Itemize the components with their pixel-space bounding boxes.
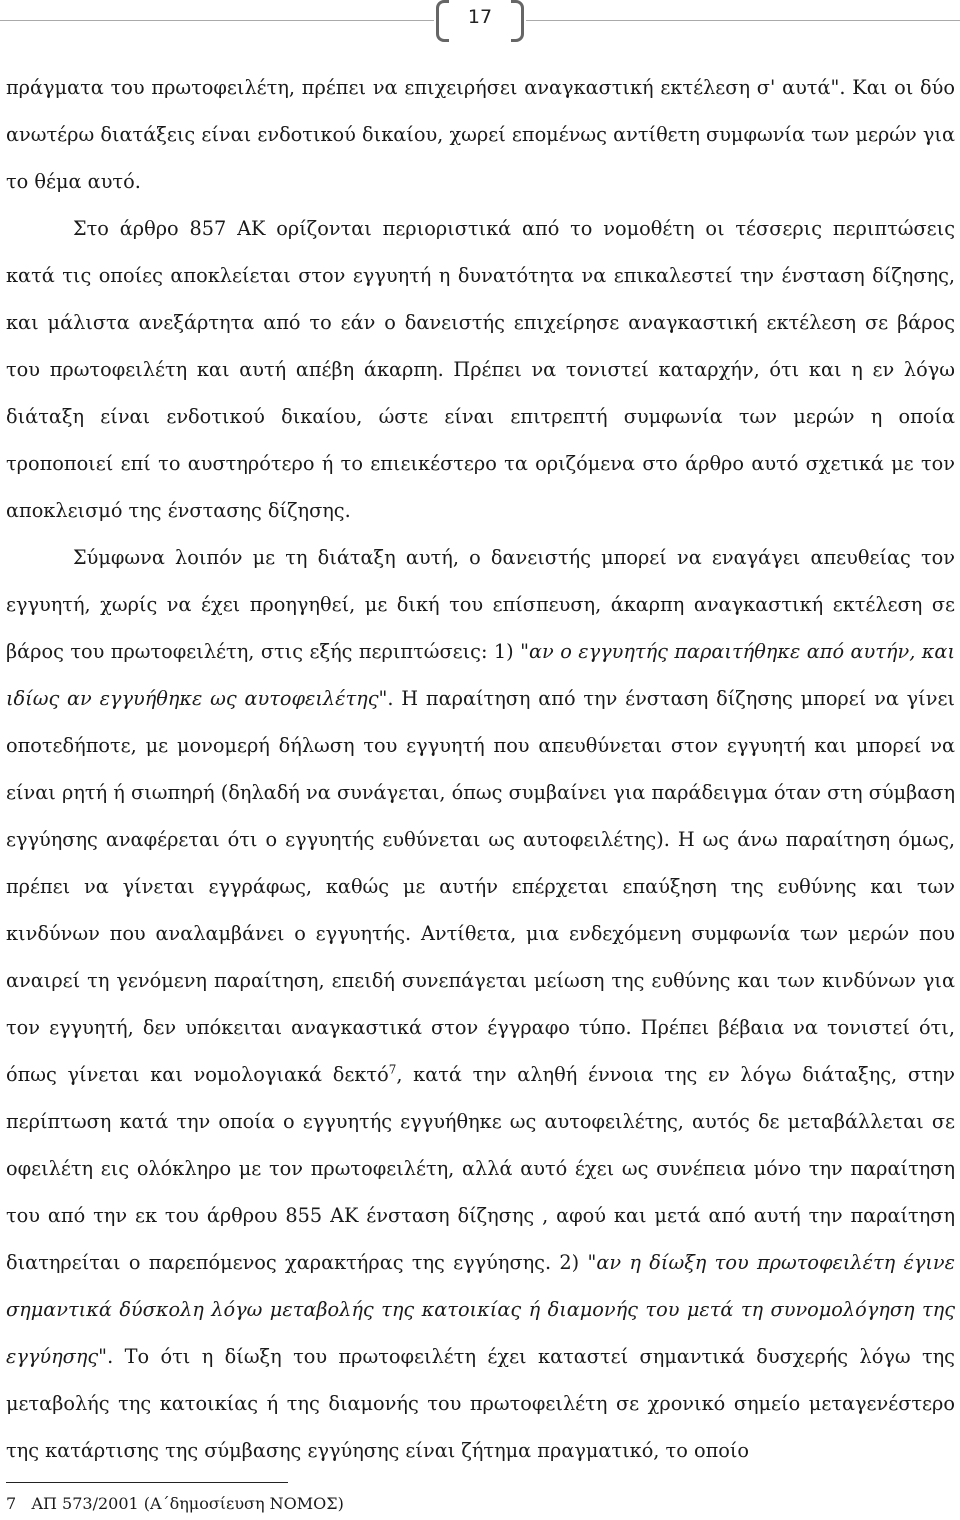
paragraph-0-text: πράγματα του πρωτοφειλέτη, πρέπει να επιχειρήσει αναγκαστική εκτέλεση σ' αυτά". Και οι δύο ανωτέρω διατάξεις είναι ενδοτικού δικαίου, χωρεί επομένως αντίθετη συμφωνία των μερών για το θέμα αυτό.	[6, 76, 955, 193]
paragraph-2-text-c: , κατά την αληθή έννοια της εν λόγω διάταξης, στην περίπτωση κατά την οποία ο εγγυητής εγγυήθηκε ως αυτοφειλέτης, αυτός δε μεταβάλλεται σε οφειλέτη εις ολόκληρο με τον πρωτοφειλέτη, αλλά αυτό έχει ως συνέπεια μόνο την παραίτηση του από την εκ του άρθρου 855 ΑΚ ένσταση δίζησης , αφού και μετά από αυτή την παραίτηση διατηρείται ο παρεπόμενος χαρακτήρας της εγγύησης. 2)	[6, 1063, 955, 1274]
footnote	[6, 1494, 344, 1514]
footnote-number: 7	[6, 1494, 17, 1513]
header-rule-left	[0, 20, 434, 21]
paragraph-1	[6, 205, 955, 534]
page-number-box	[436, 0, 524, 40]
paragraph-2	[6, 534, 955, 1474]
right-brace-icon	[511, 0, 524, 42]
header-rule-right	[526, 20, 960, 21]
paragraph-2-text-b: . Η παραίτηση από την ένσταση δίζησης μπορεί να γίνει οποτεδήποτε, με μονομερή δήλωση του εγγυητή που απευθύνεται στον εγγυητή και μπορεί να είναι ρητή ή σιωπηρή (δηλαδή να συνάγεται, όπως συμβαίνει για παράδειγμα όταν στη σύμβαση εγγύησης αναφέρεται ότι ο εγγυητής ευθύνεται ως αυτοφειλέτης). Η ως άνω παραίτηση όμως, πρέπει να γίνεται εγγράφως, καθώς με αυτήν επέρχεται επαύξηση της ευθύνης και των κινδύνων που αναλαμβάνει ο εγγυητής. Αντίθετα, μια ενδεχόμενη συμφωνία των μερών που αναιρεί τη γενόμενη παραίτηση, επειδή συνεπάγεται μείωση της ευθύνης και των κινδύνων για τον εγγυητή, δεν υπόκειται αναγκαστικά στον έγγραφο τύπο. Πρέπει βέβαια να τονιστεί ότι, όπως γίνεται και νομολογιακά δεκτό	[6, 687, 955, 1086]
paragraph-2-text-d: . Το ότι η δίωξη του πρωτοφειλέτη έχει καταστεί σημαντικά δυσχερής λόγω της μεταβολής της κατοικίας ή της διαμονής του πρωτοφειλέτη σε χρονικό σημείο μεταγενέστερο της κατάρτισης της σύμβασης εγγύησης είναι ζήτημα πραγματικό, το οποίο	[6, 1345, 955, 1462]
footnote-divider	[6, 1482, 288, 1483]
page-number: 17	[467, 6, 493, 28]
paragraph-1-text: Στο άρθρο 857 ΑΚ ορίζονται περιοριστικά από το νομοθέτη οι τέσσερις περιπτώσεις κατά τις οποίες αποκλείεται στον εγγυητή η δυνατότητα να επικαλεστεί την ένσταση δίζησης, και μάλιστα ανεξάρτητα από το εάν ο δανειστής επιχείρησε αναγκαστική εκτέλεση σε βάρος του πρωτοφειλέτη και αυτή απέβη άκαρπη. Πρέπει να τονιστεί καταρχήν, ότι και η εν λόγω διάταξη είναι ενδοτικού δικαίου, ώστε είναι επιτρεπτή συμφωνία των μερών η οποία τροποποιεί επί το αυστηρότερο ή το επιεικέστερο τα οριζόμενα στο άρθρο αυτό σχετικά με τον αποκλεισμό της ένστασης δίζησης.	[6, 217, 955, 522]
footnote-ref[interactable]: 7	[388, 1062, 397, 1077]
paragraph-continued	[6, 64, 955, 205]
quote-case-1: "αν ο εγγυητής παραιτήθηκε από αυτήν, και ιδίως αν εγγυήθηκε ως αυτοφειλέτης"	[6, 640, 955, 710]
document-body	[6, 64, 955, 1474]
paragraph-2-text-a: Σύμφωνα λοιπόν με τη διάταξη αυτή, ο δανειστής μπορεί να εναγάγει απευθείας τον εγγυητή, χωρίς να έχει προηγηθεί, με δική του επίσπευση, άκαρπη αναγκαστική εκτέλεση σε βάρος του πρωτοφειλέτη, στις εξής περιπτώσεις: 1)	[6, 546, 955, 663]
quote-case-2: "αν η δίωξη του πρωτοφειλέτη έγινε σημαντικά δύσκολη λόγω μεταβολής της κατοικίας ή διαμονής του μετά τη συνομολόγηση της εγγύησης"	[6, 1251, 955, 1368]
footnote-text: ΑΠ 573/2001 (Α΄δημοσίευση ΝΟΜΟΣ)	[31, 1494, 344, 1513]
